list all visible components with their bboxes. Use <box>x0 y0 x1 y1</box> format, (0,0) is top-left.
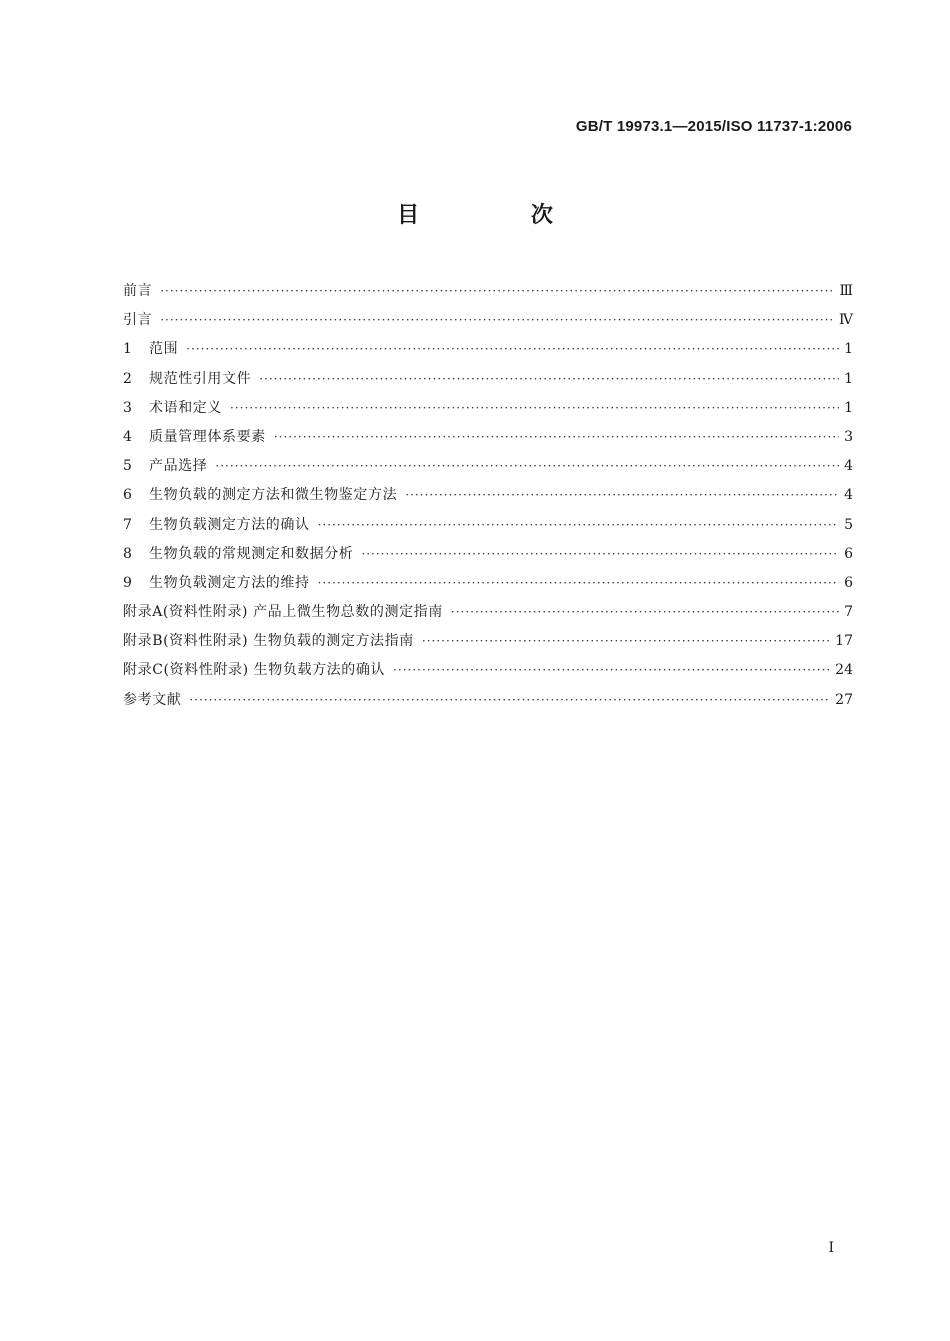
toc-entry-label: 附录B(资料性附录) 生物负载的测定方法指南 <box>123 633 414 650</box>
toc-entry-introduction[interactable] <box>123 306 853 335</box>
toc-entry-page: 6 <box>844 545 853 562</box>
toc-entry-method-validation[interactable] <box>123 511 853 540</box>
toc-entry-label: 附录C(资料性附录) 生物负载方法的确认 <box>123 662 386 679</box>
toc-entry-page: 6 <box>844 574 853 591</box>
toc-entry-number: 9 <box>123 574 132 591</box>
toc-entry-page: 7 <box>844 604 853 621</box>
toc-entry-label: 生物负载测定方法的确认 <box>149 516 310 533</box>
toc-dot-leader <box>318 511 839 540</box>
toc-entry-page: 1 <box>844 399 853 416</box>
toc-entry-product-selection[interactable] <box>123 452 853 481</box>
toc-dot-leader <box>186 335 839 364</box>
toc-title: 目 次 <box>397 203 605 228</box>
toc-entry-terms-definitions[interactable] <box>123 394 853 423</box>
toc-entry-bibliography[interactable] <box>123 686 853 715</box>
toc-entry-page: 24 <box>835 662 853 679</box>
toc-dot-leader <box>451 598 839 627</box>
toc-entry-bioburden-methods[interactable] <box>123 481 853 510</box>
toc-entry-scope[interactable] <box>123 335 853 364</box>
toc-dot-leader <box>160 306 835 335</box>
toc-entry-annex-a[interactable] <box>123 598 853 627</box>
toc-entry-label: 参考文献 <box>123 691 182 708</box>
toc-entry-label: 附录A(资料性附录) 产品上微生物总数的测定指南 <box>123 604 443 621</box>
toc-entry-page: 17 <box>835 633 853 650</box>
toc-entry-routine-determination[interactable] <box>123 540 853 569</box>
toc-entry-foreword[interactable] <box>123 277 853 306</box>
toc-entry-page: 5 <box>844 516 853 533</box>
toc-dot-leader <box>393 656 831 685</box>
toc-entry-page: 27 <box>835 691 853 708</box>
page-number: I <box>828 1240 834 1256</box>
toc-entry-page: 4 <box>844 458 853 475</box>
toc-entry-label: 范围 <box>149 341 179 358</box>
toc-entry-page: 1 <box>844 341 853 358</box>
toc-entry-quality-management[interactable] <box>123 423 853 452</box>
toc-entry-annex-b[interactable] <box>123 627 853 656</box>
toc-entry-number: 5 <box>123 458 132 475</box>
toc-entry-number: 7 <box>123 516 132 533</box>
toc-dot-leader <box>422 627 831 656</box>
toc-dot-leader <box>189 686 831 715</box>
toc-entry-page: Ⅲ <box>839 283 853 299</box>
toc-entry-number: 8 <box>123 545 132 562</box>
toc-entry-number: 2 <box>123 370 132 387</box>
toc-entry-label: 生物负载测定方法的维持 <box>149 574 310 591</box>
toc-dot-leader <box>230 394 839 423</box>
toc-entry-label: 生物负载的测定方法和微生物鉴定方法 <box>149 487 398 504</box>
toc-entry-annex-c[interactable] <box>123 656 853 685</box>
toc-entry-label: 术语和定义 <box>149 399 222 416</box>
toc-entry-page: 4 <box>844 487 853 504</box>
toc-entry-label: 生物负载的常规测定和数据分析 <box>149 545 354 562</box>
toc-dot-leader <box>259 365 839 394</box>
toc-dot-leader <box>160 277 835 306</box>
standard-code: GB/T 19973.1—2015/ISO 11737-1:2006 <box>575 118 852 135</box>
toc-dot-leader <box>361 540 839 569</box>
toc-entry-page: 3 <box>844 428 853 445</box>
toc-entry-number: 1 <box>123 341 132 358</box>
toc-entry-page: Ⅳ <box>839 312 853 329</box>
toc-entry-number: 3 <box>123 399 132 416</box>
toc-entry-number: 6 <box>123 487 132 504</box>
toc-entry-method-maintenance[interactable] <box>123 569 853 598</box>
toc-entry-label: 前言 <box>123 283 153 299</box>
toc-dot-leader <box>274 423 839 452</box>
toc-entry-normative-references[interactable] <box>123 365 853 394</box>
toc-dot-leader <box>215 452 839 481</box>
toc-entry-label: 规范性引用文件 <box>149 370 252 387</box>
toc-dot-leader <box>318 569 839 598</box>
table-of-contents <box>123 277 853 715</box>
toc-entry-label: 产品选择 <box>149 458 208 475</box>
toc-dot-leader <box>405 481 839 510</box>
toc-entry-label: 质量管理体系要素 <box>149 428 266 445</box>
toc-entry-number: 4 <box>123 428 132 445</box>
toc-entry-page: 1 <box>844 370 853 387</box>
toc-entry-label: 引言 <box>123 312 153 329</box>
